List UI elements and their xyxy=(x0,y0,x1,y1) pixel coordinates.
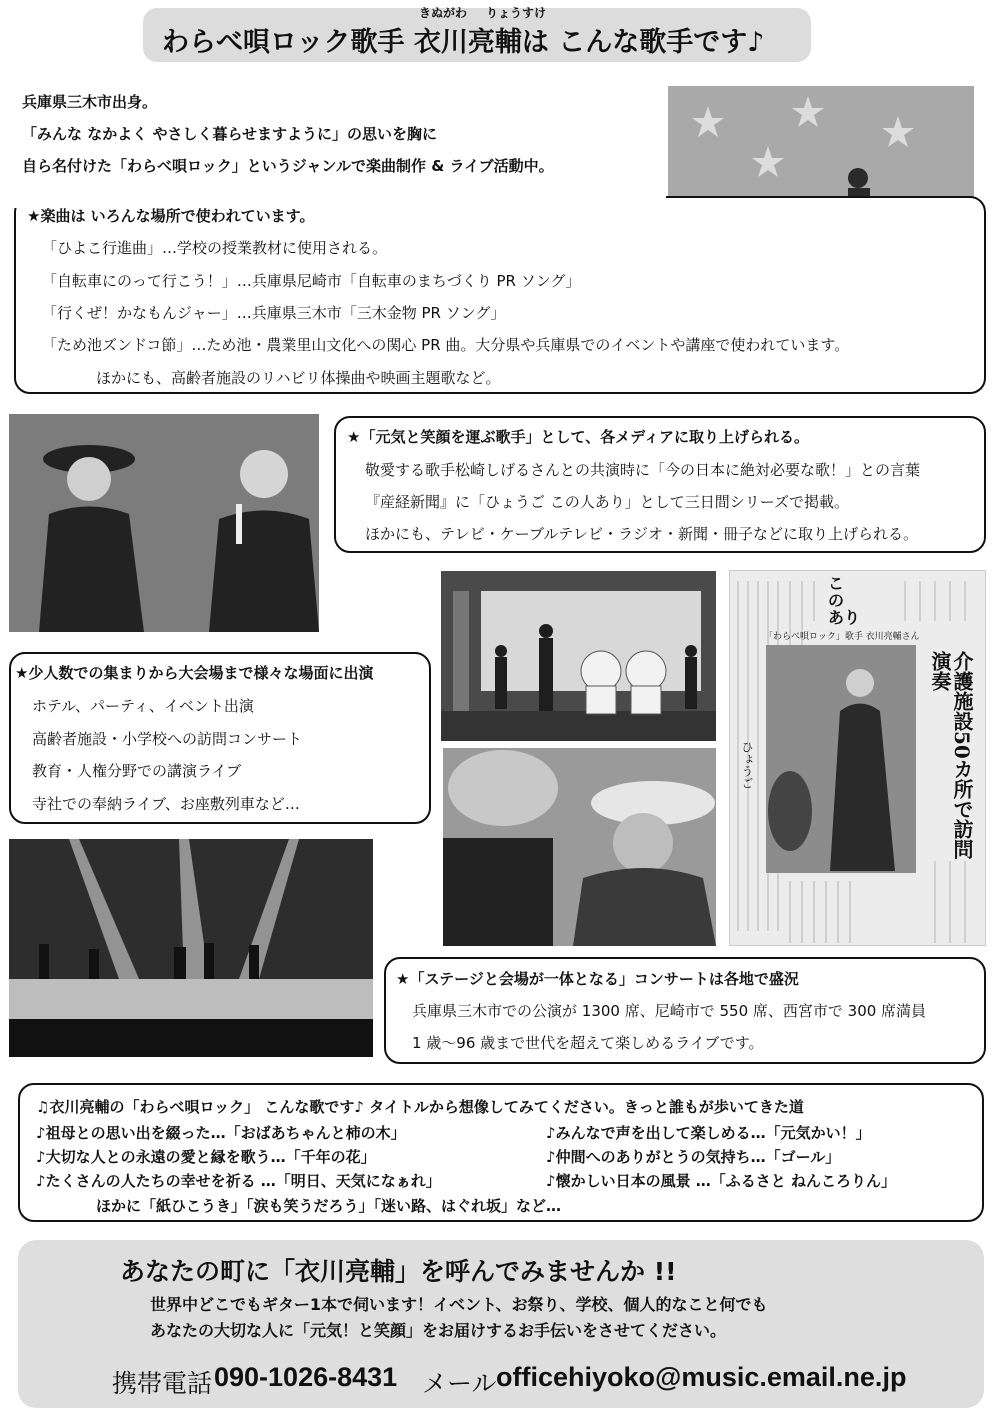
phone-label: 携帯電話 xyxy=(112,1369,213,1398)
photo-icon xyxy=(9,414,319,632)
photo-mascots xyxy=(441,571,716,741)
newspaper-region: ひょうご xyxy=(740,741,754,789)
venues-line: 高齢者施設・小学校への訪問コンサート xyxy=(32,730,303,748)
song-list-item: ♪懐かしい日本の風景 …「ふるさと ねんころりん」 xyxy=(546,1172,897,1190)
photo-icon xyxy=(443,748,716,946)
songs-used-line: ほかにも、高齢者施設のリハビリ体操曲や映画主題歌など。 xyxy=(96,369,501,387)
photo-concert-hall xyxy=(9,839,373,1057)
concert-line: 1 歳～96 歳まで世代を超えて楽しめるライブです。 xyxy=(412,1034,764,1052)
title-ruby-first: きぬがわ xyxy=(419,6,468,20)
newspaper-caption: 「わらべ唄ロック」歌手 衣川亮輔さん xyxy=(764,632,920,642)
photo-duo xyxy=(9,414,319,632)
call-line-1: 世界中どこでもギター1本で伺います！イベント、お祭り、学校、個人的なこと何でも xyxy=(150,1295,768,1314)
mail-address[interactable]: officehiyoko@music.email.ne.jp xyxy=(496,1362,907,1392)
venues-line: 教育・人権分野での講演ライブ xyxy=(32,762,242,780)
concert-line: 兵庫県三木市での公演が 1300 席、尼崎市で 550 席、西宮市で 300 席満員 xyxy=(412,1002,927,1020)
song-list-others: ほかに「紙ひこうき」「涙も笑うだろう」「迷い路、はぐれ坂」など… xyxy=(96,1197,562,1215)
newspaper-headline: 介護施設50カ所で訪問演奏 xyxy=(928,651,974,859)
songs-used-line: 「ため池ズンドコ節」…ため池・農業里山文化への関心 PR 曲。大分県や兵庫県でのイベントや講座で使われています。 xyxy=(42,336,850,354)
call-headline: あなたの町に「衣川亮輔」を呼んでみませんか !! xyxy=(120,1257,677,1286)
songs-used-line: 「自転車にのって行こう！」…兵庫県尼崎市「自転車のまちづくり PR ソング」 xyxy=(42,272,581,290)
venues-line: 寺社での奉納ライブ、お座敷列車など… xyxy=(32,795,300,813)
song-list-item: ♪大切な人との永遠の愛と縁を歌う…「千年の花」 xyxy=(36,1148,376,1166)
songs-used-line: 「ひよこ行進曲」…学校の授業教材に使用される。 xyxy=(42,239,388,257)
song-list-item: ♪仲間へのありがとうの気持ち…「ゴール」 xyxy=(546,1148,841,1166)
media-line: 敬愛する歌手松崎しげるさんとの共演時に「今の日本に絶対必要な歌！」との言葉 xyxy=(365,461,921,479)
newspaper-corner-label: こ の あり xyxy=(828,574,861,627)
photo-elderly xyxy=(443,748,716,946)
venues-line: ホテル、パーティ、イベント出演 xyxy=(32,697,254,715)
media-heading: ★「元気と笑顔を運ぶ歌手」として、各メディアに取り上げられる。 xyxy=(347,428,809,446)
song-list-item: ♪たくさんの人たちの幸せを祈る …「明日、天気になぁれ」 xyxy=(36,1172,441,1190)
newspaper-clipping xyxy=(729,570,986,946)
song-list-intro: ♫衣川亮輔の「わらべ唄ロック」 こんな歌です♪ タイトルから想像してみてください。きっと誰もが歩いてきた道 xyxy=(36,1098,804,1116)
title-ruby-last: りょうすけ xyxy=(486,6,547,20)
intro-text: 兵庫県三木市出身。 「みんな なかよく やさしく暮らせますように」の思いを胸に 自ら名付けた「わらべ唄ロック」というジャンルで楽曲制作 & ライブ活動中。 xyxy=(22,93,554,175)
page-title: わらべ唄ロック歌手 衣川亮輔は こんな歌手です♪ xyxy=(162,27,765,58)
songs-used-line: 「行くぜ！かなもんジャー」…兵庫県三木市「三木金物 PR ソング」 xyxy=(42,304,506,322)
photo-icon xyxy=(9,839,373,1057)
songs-used-heading: ★楽曲は いろんな場所で使われています。 xyxy=(27,207,315,225)
phone-number[interactable]: 090-1026-8431 xyxy=(214,1362,398,1392)
call-line-2: あなたの大切な人に「元気！と笑顔」をお届けするお手伝いをさせてください。 xyxy=(150,1321,727,1340)
song-list-item: ♪みんなで声を出して楽しめる…「元気かい！」 xyxy=(546,1124,871,1142)
mail-label: メール xyxy=(422,1369,497,1398)
media-line: ほかにも、テレビ・ケーブルテレビ・ラジオ・新聞・冊子などに取り上げられる。 xyxy=(365,525,919,543)
venues-heading: ★少人数での集まりから大会場まで様々な場面に出演 xyxy=(15,664,374,682)
concert-heading: ★「ステージと会場が一体となる」コンサートは各地で盛況 xyxy=(396,970,799,988)
song-list-item: ♪祖母との思い出を綴った…「おばあちゃんと柿の木」 xyxy=(36,1124,406,1142)
photo-icon xyxy=(441,571,716,741)
media-line: 『産経新聞』に「ひょうご この人あり」として三日間シリーズで掲載。 xyxy=(365,493,850,511)
